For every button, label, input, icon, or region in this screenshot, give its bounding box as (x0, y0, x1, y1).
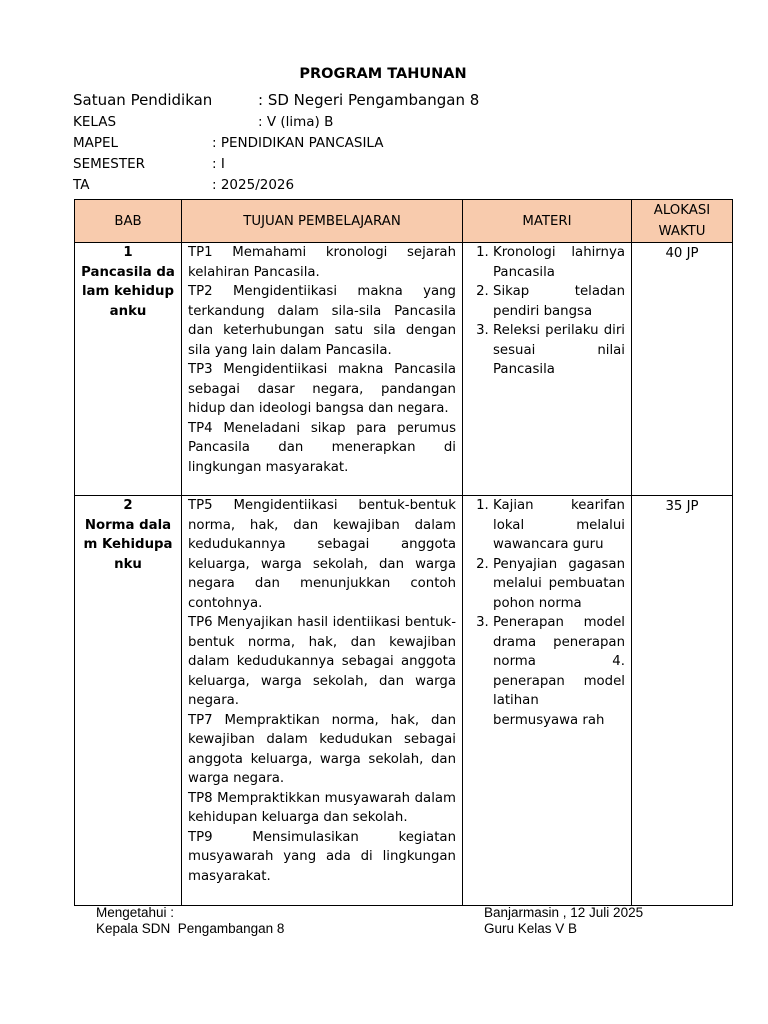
tp-item: TP3 Mengidentiikasi makna Pancasila sebagai dasar negara, pandangan hidup dan ideologi bangsa dan negara. (188, 362, 456, 416)
info-ta-value: : 2025/2026 (212, 177, 295, 193)
info-kelas-value: : V (lima) B (258, 114, 334, 130)
footer-place-date: Banjarmasin , 12 Juli 2025 (484, 905, 644, 920)
materi-list (469, 496, 625, 730)
header-materi: MATERI (463, 200, 632, 243)
tp-item: TP5 Mengidentiikasi bentuk-bentuk norma, hak, dan kewajiban dalam kedudukannya sebagai anggota keluarga, warga sekolah, dan warga negara dan menunjukkan contoh contohnya. (188, 498, 456, 611)
table-header-row (75, 200, 733, 243)
info-satuan-label: Satuan Pendidikan (73, 91, 213, 109)
program-table (74, 199, 733, 906)
materi-cell (463, 243, 632, 496)
bab-cell (75, 496, 182, 906)
tp-item: TP2 Mengidentiikasi makna yang terkandung dalam sila-sila Pancasila dan keterhubungan satu sila dengan sila yang lain dalam Pancasila. (188, 284, 456, 358)
footer-right (484, 905, 643, 937)
alokasi-cell: 40 JP (632, 243, 733, 496)
tp-item: TP1 Memahami kronologi sejarah kelahiran Pancasila. (188, 245, 456, 280)
info-mapel-value: : PENDIDIKAN PANCASILA (212, 135, 384, 151)
footer-left (96, 905, 284, 937)
document-title: PROGRAM TAHUNAN (299, 66, 467, 82)
tp-item: TP6 Menyajikan hasil identiikasi bentuk-bentuk norma, hak, dan kewajiban dalam kedudukannya sebagai anggota keluarga, warga sekolah, dan warga negara. (188, 615, 456, 708)
footer-kepala-sekolah: Kepala SDN Pengambangan 8 (96, 921, 285, 936)
footer-guru-kelas: Guru Kelas V B (484, 921, 578, 936)
bab-title: Pancasila dalam kehidupanku (81, 264, 175, 319)
bab-cell (75, 243, 182, 496)
tujuan-cell (182, 496, 463, 906)
header-bab: BAB (75, 200, 182, 243)
table-row (75, 243, 733, 496)
bab-number: 2 (123, 498, 133, 513)
header-tujuan-pembelajaran: TUJUAN PEMBELAJARAN (182, 200, 463, 243)
materi-item: 3. Releksi perilaku diri sesuai nilai Pancasila (493, 321, 625, 380)
tujuan-cell (182, 243, 463, 496)
materi-item: 2. Sikap teladan pendiri bangsa (493, 282, 625, 321)
tp-item: TP4 Meneladani sikap para perumus Pancasila dan menerapkan di lingkungan masyarakat. (188, 420, 456, 475)
materi-item: 1. Kronologi lahirnya Pancasila (493, 243, 625, 282)
info-ta-label: TA (73, 177, 90, 193)
alokasi-cell: 35 JP (632, 496, 733, 906)
info-kelas-label: KELAS (73, 114, 117, 130)
footer-mengetahui: Mengetahui : (96, 905, 175, 920)
info-mapel-label: MAPEL (73, 135, 119, 151)
tp-item: TP9 Mensimulasikan kegiatan musyawarah yang ada di lingkungan masyarakat. (188, 829, 456, 884)
materi-item: 3. Penerapan model drama penerapan norma 4. penerapan model latihan bermusyawa rah (493, 613, 625, 730)
tp-item: TP7 Mempraktikan norma, hak, dan kewajiban dalam kedudukan sebagai anggota keluarga, warga sekolah, dan warga negara. (188, 712, 456, 786)
info-semester-value: : I (212, 156, 225, 172)
materi-item: 2. Penyajian gagasan melalui pembuatan pohon norma (493, 555, 625, 614)
info-semester-label: SEMESTER (73, 156, 146, 172)
header-alokasi-waktu: ALOKASI WAKTU (632, 200, 733, 243)
materi-list (469, 243, 625, 380)
tp-item: TP8 Mempraktikkan musyawarah dalam kehidupan keluarga dan sekolah. (188, 790, 456, 825)
bab-title: Norma dalam Kehidupanku (83, 517, 173, 572)
bab-number: 1 (123, 245, 133, 260)
materi-cell (463, 496, 632, 906)
info-satuan-value: : SD Negeri Pengambangan 8 (258, 91, 480, 109)
materi-item: 1. Kajian kearifan lokal melalui wawancara guru (493, 496, 625, 555)
table-row (75, 496, 733, 906)
